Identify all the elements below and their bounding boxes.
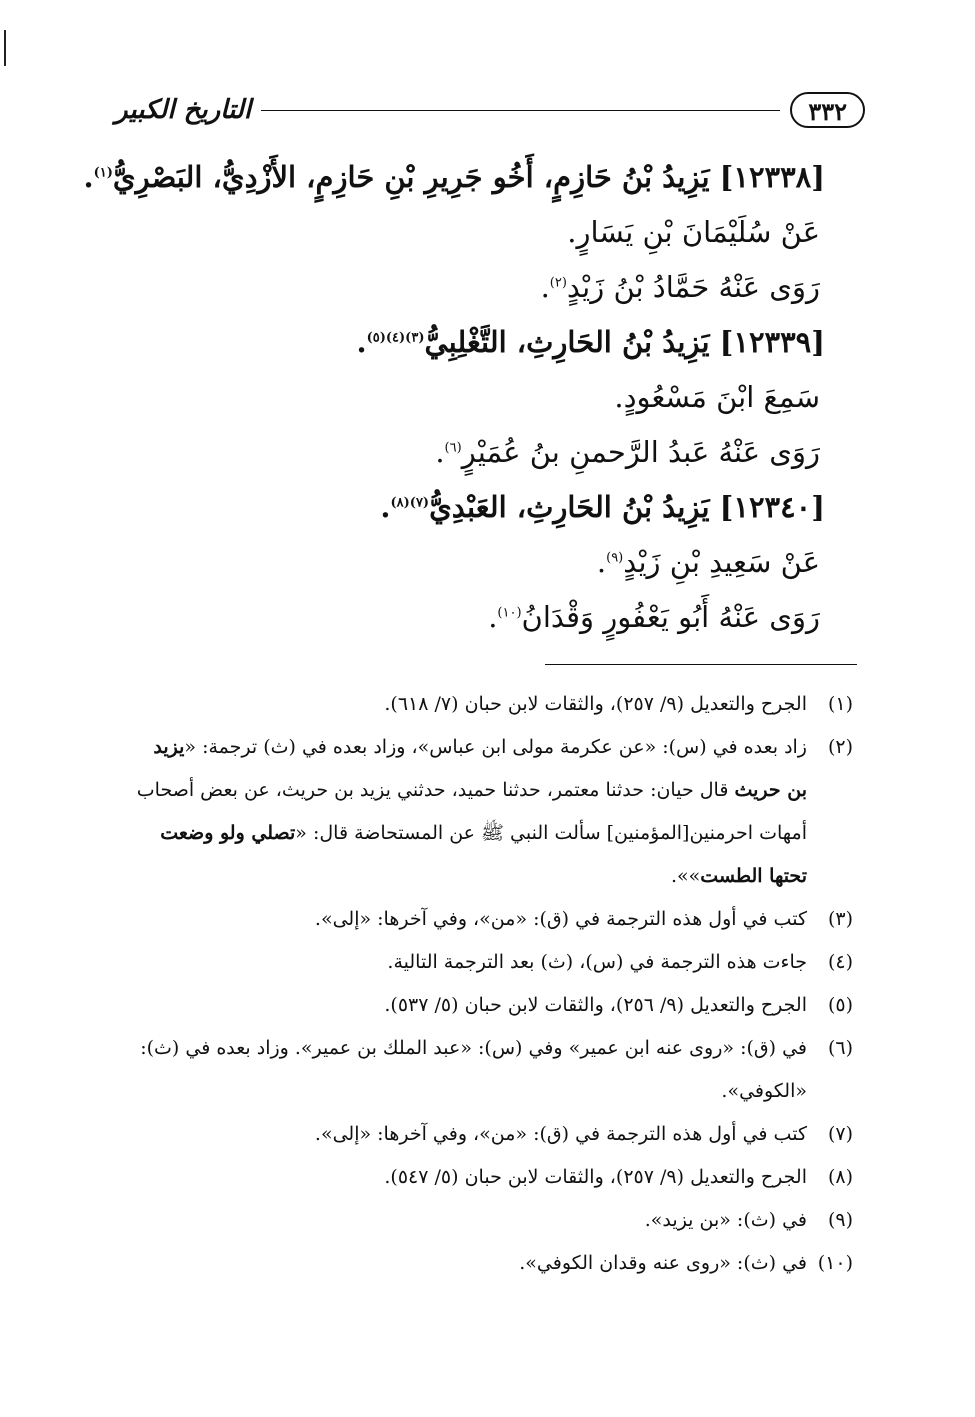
entry-heading: [١٢٣٣٩] يَزِيدُ بْنُ الحَارِثِ، التَّغْلِبِيُّ$^{(٣)(٤)(٥)}$.: [356, 325, 825, 359]
footnote-bold-text: يزيد بن حريث: [153, 736, 807, 801]
footnote-item: (٧) كتب في أول هذه الترجمة في (ق): «من»، وفي آخرها: «إلى».: [135, 1113, 853, 1156]
footnote-marker: (١): [93, 165, 113, 181]
footnote-item: (٦) في (ق): «روى عنه ابن عمير» وفي (س): «عبد الملك بن عمير». وزاد بعده في (ث): «الكوفي».: [135, 1027, 853, 1113]
footnote-marker: (٢): [549, 275, 567, 291]
entry-heading: [١٢٣٣٨] يَزِيدُ بْنُ حَازِمٍ، أَخُو جَرِيرِ بْنِ حَازِمٍ، الأَزْدِيُّ، البَصْرِيُّ$^{(١)}$.: [83, 160, 825, 194]
entry-line: رَوَى عَنْهُ حَمَّادُ بْنُ زَيْدٍ$^{(٢)}$.: [540, 270, 820, 304]
footnote-marker: (٩): [606, 550, 624, 566]
footnote-marker: (١٠): [497, 605, 522, 621]
footnote-number: (١٠): [817, 1252, 853, 1274]
main-text: [83, 150, 825, 645]
entry-line: رَوَى عَنْهُ عَبدُ الرَّحمنِ بنُ عُمَيْرٍ$^{(٦)}$.: [435, 435, 820, 469]
footnote-number: (٧): [827, 1123, 853, 1145]
footnote-number: (٤): [827, 951, 853, 973]
book-title: التاريخ الكبير: [115, 95, 252, 125]
footnote-item: (٥) الجرح والتعديل (٩/ ٢٥٦)، والثقات لابن حبان (٥/ ٥٣٧).: [135, 984, 853, 1027]
entry-line: عَنْ سُلَيْمَانَ بْنِ يَسَارٍ.: [567, 215, 820, 249]
footnote-item: (١٠) في (ث): «روى عنه وقدان الكوفي».: [135, 1242, 853, 1285]
footnote-number: (٥): [827, 994, 853, 1016]
page-number: ٣٣٢: [790, 92, 865, 128]
footnote-number: (٢): [827, 736, 853, 758]
footnote-number: (٦): [827, 1037, 853, 1059]
footnote-item: (٨) الجرح والتعديل (٩/ ٢٥٧)، والثقات لابن حبان (٥/ ٥٤٧).: [135, 1156, 853, 1199]
footnote-number: (٩): [827, 1209, 853, 1231]
footnote-separator: [545, 664, 857, 665]
footnotes: [135, 683, 853, 1285]
scan-edge-mark: [4, 30, 6, 66]
footnote-marker: (٣)(٤)(٥): [366, 330, 425, 346]
footnote-marker: (٧)(٨): [390, 495, 430, 511]
footnote-item: (٤) جاءت هذه الترجمة في (س)، (ث) بعد الترجمة التالية.: [135, 941, 853, 984]
entry-line: رَوَى عَنْهُ أَبُو يَعْفُورٍ وَقْدَانُ$^{(١٠)}$.: [488, 600, 820, 634]
footnote-item: (٩) في (ث): «بن يزيد».: [135, 1199, 853, 1242]
footnote-item: (٣) كتب في أول هذه الترجمة في (ق): «من»، وفي آخرها: «إلى».: [135, 898, 853, 941]
footnote-number: (١): [827, 693, 853, 715]
entry-line: عَنْ سَعِيدِ بْنِ زَيْدٍ$^{(٩)}$.: [596, 545, 820, 579]
footnote-item: (٢) زاد بعده في (س): «عن عكرمة مولى ابن عباس»، وزاد بعده في (ث) ترجمة: «يزيد بن حريث قال حيان: حدثنا معتمر، حدثنا حميد، حدثني يزيد بن حريث، عن بعض أصحاب أمهات احرمنين[المؤمنين] سألت النبي ﷺ عن المستحاضة قال: «تصلي ولو وضعت تحتها الطست»».: [135, 726, 853, 898]
footnote-number: (٣): [827, 908, 853, 930]
footnote-item: (١) الجرح والتعديل (٩/ ٢٥٧)، والثقات لابن حبان (٧/ ٦١٨).: [135, 683, 853, 726]
page-header: [115, 88, 865, 132]
header-rule: [261, 110, 780, 111]
footnote-bold-text: تصلي ولو وضعت تحتها الطست: [160, 822, 807, 887]
entry-heading: [١٢٣٤٠] يَزِيدُ بْنُ الحَارِثِ، العَبْدِيُّ$^{(٧)(٨)}$.: [380, 490, 825, 524]
footnote-marker: (٦): [444, 440, 462, 456]
footnote-number: (٨): [827, 1166, 853, 1188]
entry-line: سَمِعَ ابْنَ مَسْعُودٍ.: [614, 380, 820, 414]
